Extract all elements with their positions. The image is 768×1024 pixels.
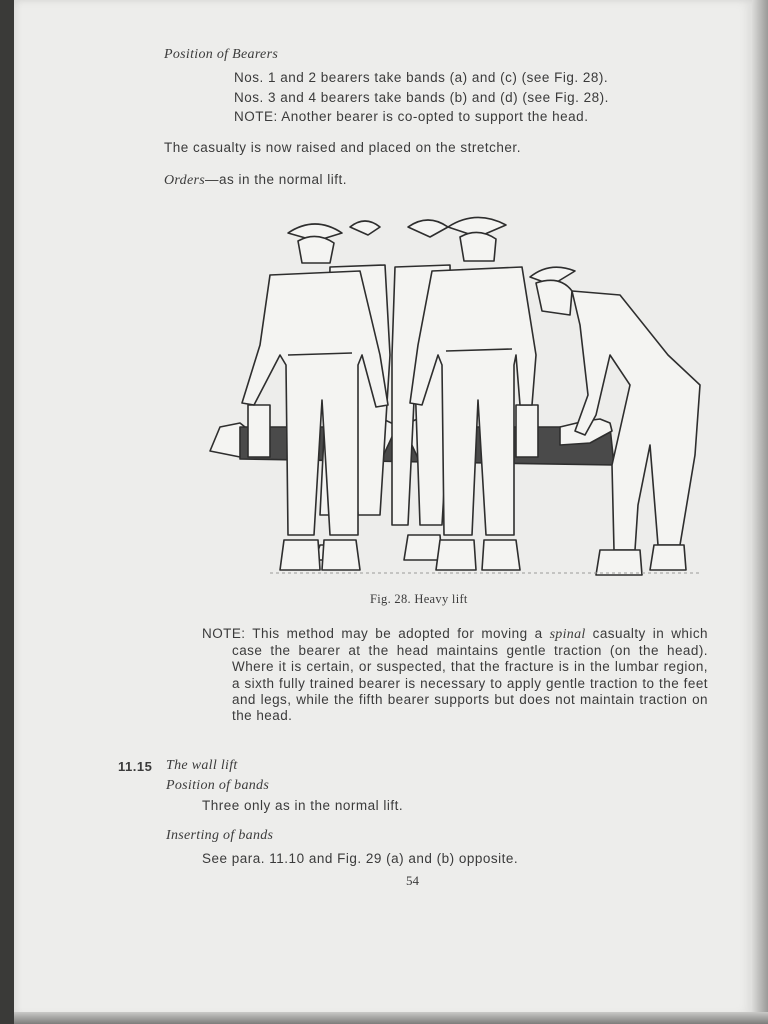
lifting-band-a: [248, 405, 270, 457]
section-number: 11.15: [118, 759, 153, 774]
page-edge-right: [752, 0, 768, 1016]
page-edge-bottom: [14, 1012, 768, 1024]
position-of-bearers-heading: Position of Bearers: [164, 47, 279, 62]
raised-line: The casualty is now raised and placed on the stretcher.: [164, 140, 521, 155]
spinal-note-body: [202, 626, 708, 724]
lifting-band-d: [516, 405, 538, 457]
inserting-of-bands-heading: Inserting of bands: [166, 828, 274, 843]
bearer-line-1: Nos. 1 and 2 bearers take bands (a) and (c) (see Fig. 28).: [234, 70, 609, 85]
note-emphasis: spinal: [549, 627, 586, 642]
page-number: 54: [406, 873, 419, 888]
bands-text: Three only as in the normal lift.: [202, 798, 404, 813]
section-title: The wall lift: [166, 758, 238, 773]
inserting-text: See para. 11.10 and Fig. 29 (a) and (b) opposite.: [202, 851, 519, 866]
bearer-line-2: Nos. 3 and 4 bearers take bands (b) and (d) (see Fig. 28).: [234, 90, 609, 105]
position-of-bands-heading: Position of bands: [166, 778, 270, 793]
note-prefix: NOTE: This method may be adopted for moving a: [202, 626, 550, 641]
figure-caption: Fig. 28. Heavy lift: [370, 592, 468, 606]
bearer-head-support: [530, 267, 700, 575]
note-rest: casualty in which case the bearer at the head maintains gentle traction (on the head). Where it is certain, or suspected, that the fracture is in the lumbar region, a sixth fully trained bearer is necessary to apply gentle traction to the feet and legs, while the fifth bearer supports but does not maintain traction on the head.: [232, 626, 708, 724]
orders-text: —as in the normal lift.: [204, 172, 348, 187]
spinal-note-paragraph: [202, 626, 708, 724]
orders-label: Orders: [164, 173, 205, 188]
bearer-note-line: NOTE: Another bearer is co-opted to support the head.: [234, 109, 589, 124]
heavy-lift-illustration: [180, 205, 710, 590]
orders-line: [164, 172, 347, 189]
